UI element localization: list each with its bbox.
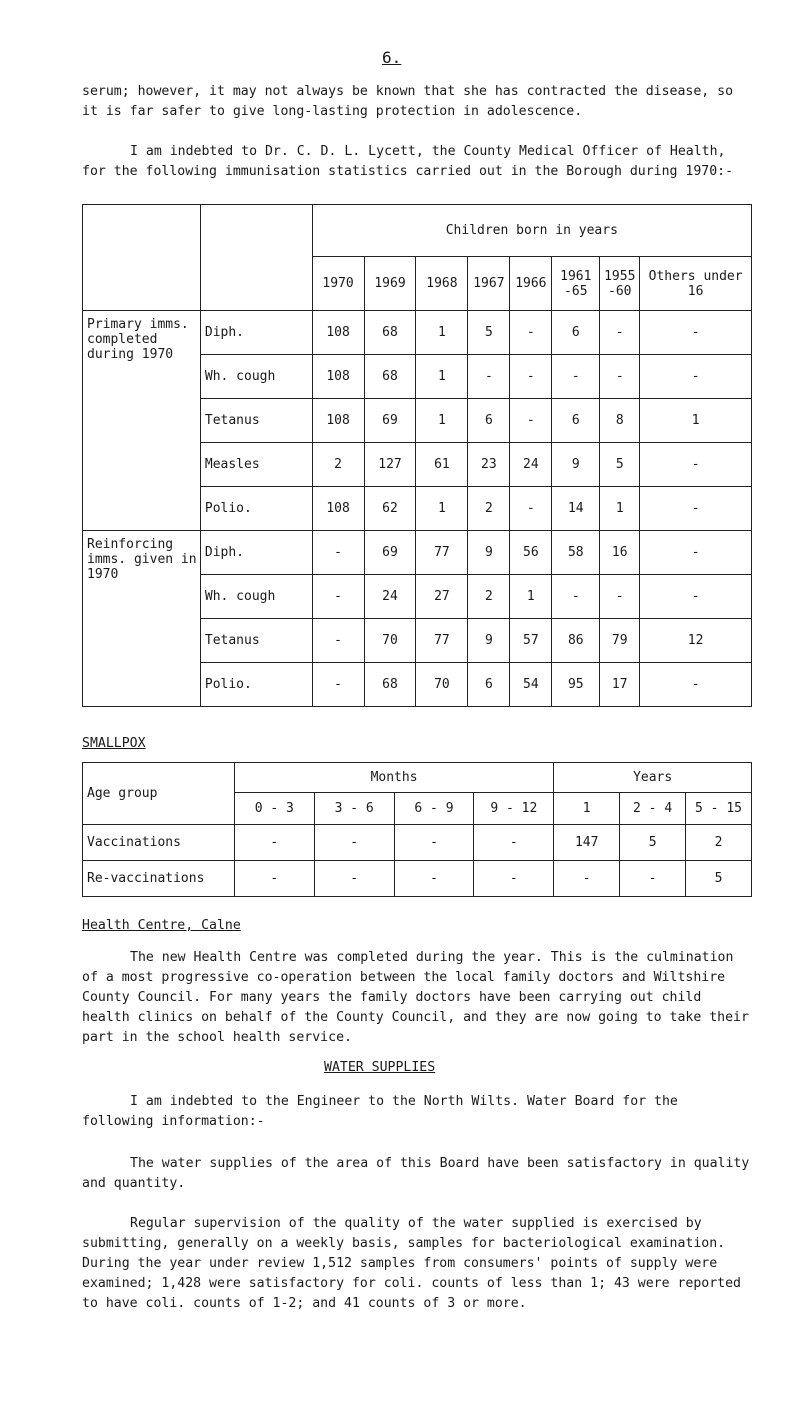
table-row — [83, 825, 752, 861]
table-cell: - — [394, 861, 474, 897]
table-cell: - — [468, 355, 510, 399]
table-cell: - — [314, 825, 394, 861]
row-label: Diph. — [200, 531, 312, 575]
table-cell: 24 — [510, 443, 552, 487]
smallpox-title: SMALLPOX — [82, 736, 146, 751]
table-cell: 68 — [364, 663, 416, 707]
age-column-header: 0 - 3 — [234, 793, 314, 825]
table-cell: 70 — [416, 663, 468, 707]
water-paragraph-2: The water supplies of the area of this Board have been satisfactory in quality and quantity. — [82, 1156, 750, 1191]
table-cell: 86 — [552, 619, 600, 663]
age-column-header: 2 - 4 — [620, 793, 686, 825]
years-header: Years — [554, 763, 752, 793]
table-cell: - — [640, 355, 752, 399]
table-cell: - — [640, 487, 752, 531]
row-label: Polio. — [200, 487, 312, 531]
table-cell: 108 — [312, 399, 364, 443]
table-cell: 5 — [620, 825, 686, 861]
immunisation-table — [82, 204, 752, 707]
smallpox-table — [82, 762, 752, 897]
age-column-header: 1 — [554, 793, 620, 825]
row-label: Re-vaccinations — [83, 861, 235, 897]
row-label: Wh. cough — [200, 355, 312, 399]
age-column-header: 3 - 6 — [314, 793, 394, 825]
table-cell: - — [312, 663, 364, 707]
year-header: 1967 — [468, 257, 510, 311]
table-cell: 108 — [312, 355, 364, 399]
acknowledgement-paragraph: I am indebted to Dr. C. D. L. Lycett, the County Medical Officer of Health, for the following immunisation statistics carried out in the Borough during 1970:- — [82, 144, 734, 179]
table-cell: 2 — [468, 575, 510, 619]
row-label: Measles — [200, 443, 312, 487]
table-cell: 9 — [468, 619, 510, 663]
table-cell: 2 — [686, 825, 752, 861]
table-cell: 147 — [554, 825, 620, 861]
health-centre-paragraph: The new Health Centre was completed during the year. This is the culmination of a most progressive co-operation between the local family doctors and Wiltshire County Council. For many years the family doctors have been carrying out child health clinics on behalf of the County Council, and they are now going to take their part in the school health service. — [82, 950, 749, 1045]
table-row — [83, 531, 752, 575]
table-cell: 62 — [364, 487, 416, 531]
age-column-header: 9 - 12 — [474, 793, 554, 825]
year-header: 1969 — [364, 257, 416, 311]
table-row — [83, 861, 752, 897]
table-cell: 108 — [312, 311, 364, 355]
group-label: Primary imms. completed during 1970 — [83, 311, 201, 531]
table-cell: - — [312, 619, 364, 663]
table-cell: 79 — [600, 619, 640, 663]
page-number: 6. — [382, 48, 402, 67]
table-cell: 6 — [468, 663, 510, 707]
table-cell: - — [554, 861, 620, 897]
year-header: 1968 — [416, 257, 468, 311]
table-cell: - — [620, 861, 686, 897]
table-cell: 6 — [552, 399, 600, 443]
table-cell: 70 — [364, 619, 416, 663]
table-cell: 1 — [510, 575, 552, 619]
months-header: Months — [234, 763, 553, 793]
table-cell: - — [234, 861, 314, 897]
table-cell: - — [640, 531, 752, 575]
table-cell: - — [234, 825, 314, 861]
table-cell: 69 — [364, 399, 416, 443]
table-cell: - — [510, 399, 552, 443]
table-cell: - — [640, 663, 752, 707]
water-supplies-title: WATER SUPPLIES — [324, 1060, 436, 1075]
table-cell: 1 — [416, 487, 468, 531]
table-cell: 1 — [600, 487, 640, 531]
table-cell: - — [312, 531, 364, 575]
table-cell: 8 — [600, 399, 640, 443]
table-cell: 6 — [552, 311, 600, 355]
table-cell: 68 — [364, 311, 416, 355]
table-cell: - — [600, 575, 640, 619]
table-cell: 23 — [468, 443, 510, 487]
table-cell: - — [474, 861, 554, 897]
row-label: Tetanus — [200, 619, 312, 663]
row-label: Diph. — [200, 311, 312, 355]
table-cell: - — [510, 311, 552, 355]
table-cell: 1 — [416, 399, 468, 443]
table-cell: - — [552, 575, 600, 619]
table-cell: 68 — [364, 355, 416, 399]
table-cell: 1 — [416, 355, 468, 399]
table-cell: - — [314, 861, 394, 897]
table-cell: - — [600, 311, 640, 355]
table-row — [83, 311, 752, 355]
table-cell: 6 — [468, 399, 510, 443]
table-cell: 2 — [312, 443, 364, 487]
table-cell: 14 — [552, 487, 600, 531]
table-cell: - — [510, 487, 552, 531]
year-header: 1966 — [510, 257, 552, 311]
table-cell: - — [600, 355, 640, 399]
table-cell: - — [552, 355, 600, 399]
table-cell: 5 — [600, 443, 640, 487]
table-cell: 77 — [416, 531, 468, 575]
health-centre-title: Health Centre, Calne — [82, 918, 241, 933]
table-cell: 12 — [640, 619, 752, 663]
table-cell: 1 — [416, 311, 468, 355]
table-cell: - — [394, 825, 474, 861]
table-cell: 5 — [686, 861, 752, 897]
table-cell: 2 — [468, 487, 510, 531]
table-cell: 77 — [416, 619, 468, 663]
group-label: Reinforcing imms. given in 1970 — [83, 531, 201, 707]
table-cell: 9 — [468, 531, 510, 575]
water-paragraph-1: I am indebted to the Engineer to the North Wilts. Water Board for the following information:- — [82, 1094, 678, 1129]
table-cell: 95 — [552, 663, 600, 707]
table-cell: 16 — [600, 531, 640, 575]
table-cell: 127 — [364, 443, 416, 487]
table-cell: 61 — [416, 443, 468, 487]
intro-paragraph: serum; however, it may not always be known that she has contracted the disease, so it is far safer to give long-lasting protection in adolescence. — [82, 84, 734, 119]
table-cell: 24 — [364, 575, 416, 619]
table-cell: 58 — [552, 531, 600, 575]
table-cell: 69 — [364, 531, 416, 575]
row-label: Polio. — [200, 663, 312, 707]
year-header: 1970 — [312, 257, 364, 311]
table-cell: - — [640, 575, 752, 619]
year-header: Others under 16 — [640, 257, 752, 311]
table-cell: 1 — [640, 399, 752, 443]
age-column-header: 6 - 9 — [394, 793, 474, 825]
age-column-header: 5 - 15 — [686, 793, 752, 825]
age-group-label: Age group — [83, 763, 235, 825]
water-paragraph-3: Regular supervision of the quality of the water supplied is exercised by submitting, generally on a weekly basis, samples for bacteriological examination. During the year under review 1,512 samples from consumers' points of supply were examined; 1,428 were satisfactory for coli. counts of less than 1; 43 were reported to have coli. counts of 1-2; and 41 counts of 3 or more. — [82, 1216, 741, 1311]
table-cell: - — [474, 825, 554, 861]
children-born-header: Children born in years — [312, 205, 751, 257]
blank-corner — [200, 205, 312, 311]
row-label: Vaccinations — [83, 825, 235, 861]
table-cell: - — [640, 443, 752, 487]
table-cell: - — [312, 575, 364, 619]
table-cell: 17 — [600, 663, 640, 707]
table-cell: 54 — [510, 663, 552, 707]
table-cell: 57 — [510, 619, 552, 663]
year-header: 1961 -65 — [552, 257, 600, 311]
table-cell: 56 — [510, 531, 552, 575]
year-header: 1955 -60 — [600, 257, 640, 311]
table-cell: 27 — [416, 575, 468, 619]
blank-corner — [83, 205, 201, 311]
row-label: Tetanus — [200, 399, 312, 443]
table-cell: 108 — [312, 487, 364, 531]
table-cell: 5 — [468, 311, 510, 355]
table-cell: - — [510, 355, 552, 399]
table-cell: 9 — [552, 443, 600, 487]
row-label: Wh. cough — [200, 575, 312, 619]
table-cell: - — [640, 311, 752, 355]
